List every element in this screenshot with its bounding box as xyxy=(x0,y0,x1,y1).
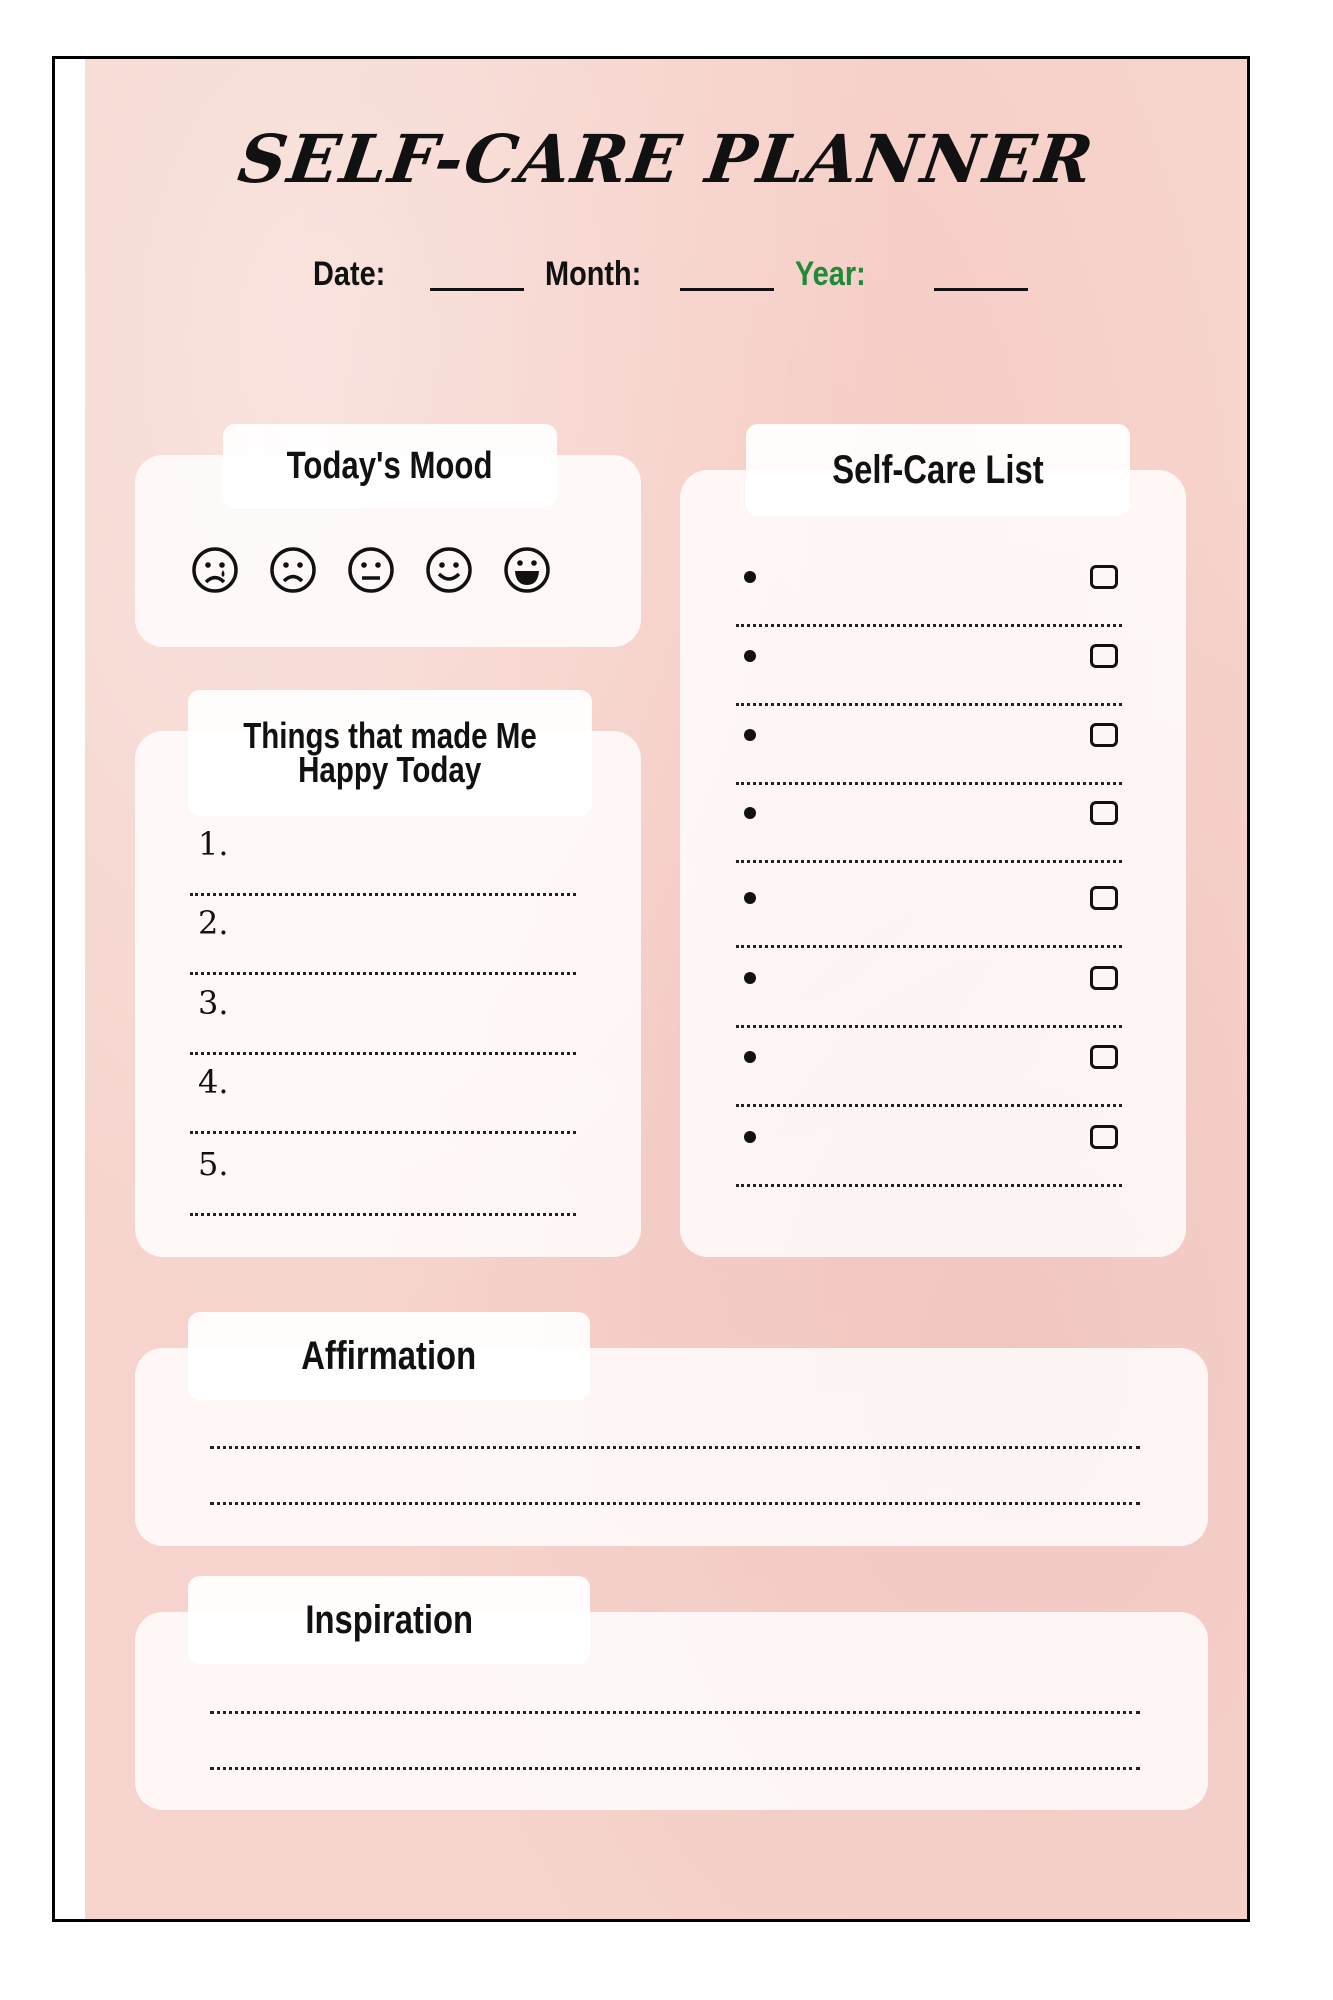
happy-item-5[interactable] xyxy=(190,1137,576,1216)
year-label: Year: xyxy=(795,255,866,293)
affirmation-title: Affirmation xyxy=(301,1333,477,1378)
mood-title: Today's Mood xyxy=(287,444,493,487)
dotted-line xyxy=(190,1213,576,1216)
selfcare-item[interactable] xyxy=(736,706,1122,785)
inspiration-tab xyxy=(188,1576,590,1664)
affirmation-line-1[interactable] xyxy=(210,1446,1140,1449)
selfcare-item[interactable] xyxy=(736,784,1122,863)
checkbox[interactable] xyxy=(1090,966,1118,990)
bullet-icon xyxy=(744,892,756,904)
bullet-icon xyxy=(744,650,756,662)
dotted-line xyxy=(736,860,1122,863)
bullet-icon xyxy=(744,729,756,741)
inspiration-line-2[interactable] xyxy=(210,1767,1140,1770)
checkbox[interactable] xyxy=(1090,801,1118,825)
mood-tab xyxy=(223,424,557,508)
checkbox[interactable] xyxy=(1090,1045,1118,1069)
selfcare-tab xyxy=(746,424,1130,516)
happy-item-number: 2. xyxy=(198,904,229,942)
happy-title-line1: Things that made Me xyxy=(243,715,537,756)
checkbox[interactable] xyxy=(1090,886,1118,910)
selfcare-item[interactable] xyxy=(736,1028,1122,1107)
year-blank-line[interactable] xyxy=(934,288,1028,291)
date-label: Date: xyxy=(313,255,386,293)
crying-face-icon[interactable] xyxy=(190,545,240,595)
smiling-face-icon[interactable] xyxy=(424,545,474,595)
bullet-icon xyxy=(744,571,756,583)
grinning-face-icon[interactable] xyxy=(502,545,552,595)
date-row xyxy=(0,255,1333,315)
happy-item-number: 4. xyxy=(198,1063,229,1101)
bullet-icon xyxy=(744,1051,756,1063)
happy-title-line2: Happy Today xyxy=(298,749,482,790)
happy-tab xyxy=(188,690,592,816)
checkbox[interactable] xyxy=(1090,644,1118,668)
dotted-line xyxy=(736,1104,1122,1107)
affirmation-tab xyxy=(188,1312,590,1400)
selfcare-item[interactable] xyxy=(736,949,1122,1028)
happy-item-number: 1. xyxy=(198,825,229,863)
happy-item-number: 3. xyxy=(198,984,229,1022)
happy-item-number: 5. xyxy=(198,1145,229,1183)
month-blank-line[interactable] xyxy=(680,288,774,291)
happy-item-4[interactable] xyxy=(190,1055,576,1134)
checkbox[interactable] xyxy=(1090,565,1118,589)
bullet-icon xyxy=(744,1131,756,1143)
mood-faces-row xyxy=(190,545,552,595)
dotted-line xyxy=(190,972,576,975)
dotted-line xyxy=(736,1184,1122,1187)
selfcare-item[interactable] xyxy=(736,627,1122,706)
selfcare-item[interactable] xyxy=(736,869,1122,948)
bullet-icon xyxy=(744,807,756,819)
checkbox[interactable] xyxy=(1090,1125,1118,1149)
inspiration-title: Inspiration xyxy=(305,1597,473,1642)
selfcare-title: Self-Care List xyxy=(832,447,1044,492)
frowning-face-icon[interactable] xyxy=(268,545,318,595)
selfcare-item[interactable] xyxy=(736,548,1122,627)
bullet-icon xyxy=(744,972,756,984)
happy-item-2[interactable] xyxy=(190,896,576,975)
date-blank-line[interactable] xyxy=(430,288,524,291)
dotted-line xyxy=(190,1131,576,1134)
happy-item-3[interactable] xyxy=(190,976,576,1055)
inspiration-line-1[interactable] xyxy=(210,1711,1140,1714)
dotted-line xyxy=(736,945,1122,948)
month-label: Month: xyxy=(545,255,642,293)
selfcare-item[interactable] xyxy=(736,1108,1122,1187)
checkbox[interactable] xyxy=(1090,723,1118,747)
affirmation-line-2[interactable] xyxy=(210,1502,1140,1505)
planner-title: SELF-CARE PLANNER xyxy=(233,120,1100,198)
happy-item-1[interactable] xyxy=(190,817,576,896)
neutral-face-icon[interactable] xyxy=(346,545,396,595)
